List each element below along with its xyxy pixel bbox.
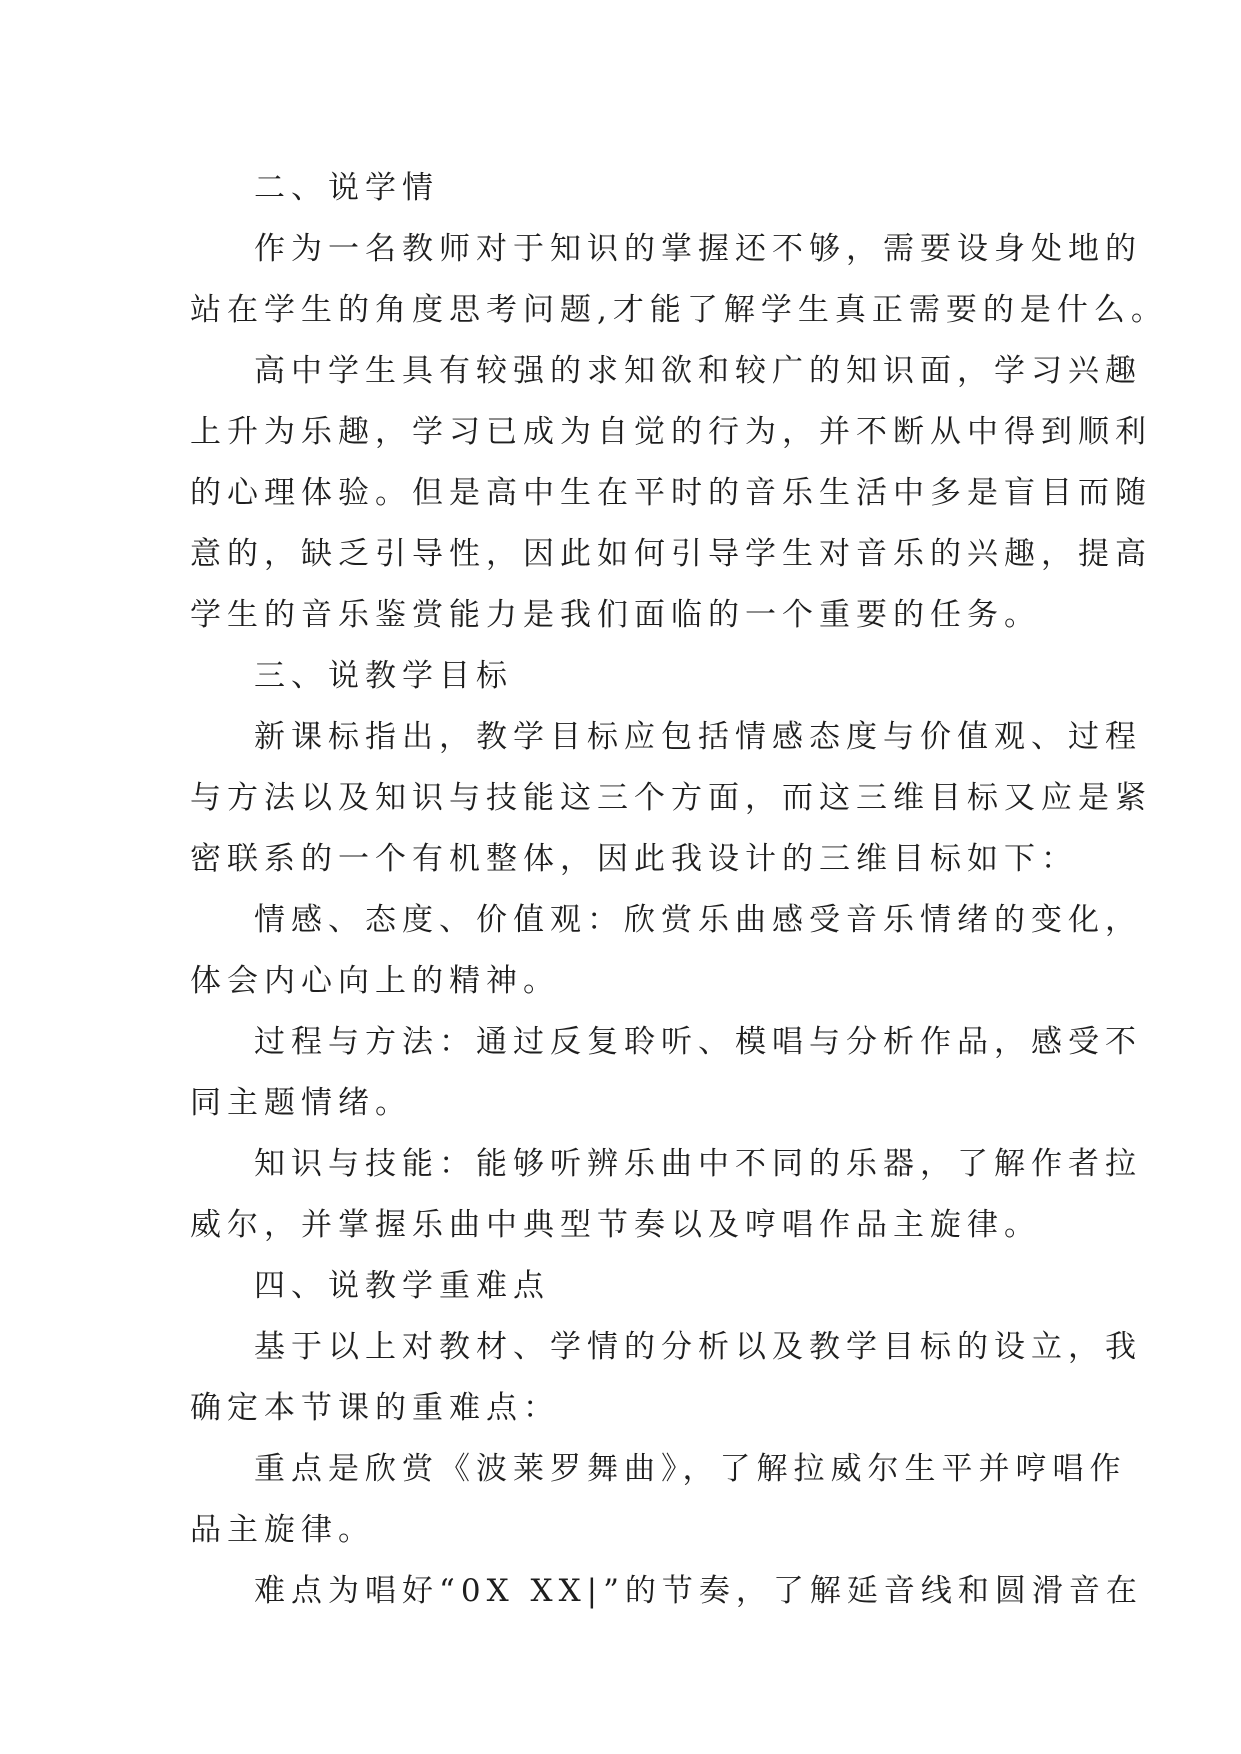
paragraph-line: 情感、态度、价值观：欣赏乐曲感受音乐情绪的变化， [254, 902, 1142, 938]
paragraph-line: 难点为唱好“0X XX|”的节奏，了解延音线和圆滑音在 [254, 1573, 1143, 1609]
paragraph-line: 重点是欣赏《波莱罗舞曲》，了解拉威尔生平并哼唱作 [254, 1451, 1127, 1487]
paragraph-line: 的心理体验。但是高中生在平时的音乐生活中多是盲目而随 [190, 475, 1152, 511]
document-body [190, 158, 1168, 1622]
paragraph-line: 知识与技能：能够听辨乐曲中不同的乐器，了解作者拉 [254, 1146, 1142, 1182]
paragraph-line: 高中学生具有较强的求知欲和较广的知识面，学习兴趣 [254, 353, 1142, 389]
paragraph-line: 站在学生的角度思考问题,才能了解学生真正需要的是什么。 [190, 292, 1168, 328]
paragraph-line: 密联系的一个有机整体，因此我设计的三维目标如下： [190, 841, 1078, 877]
paragraph-line: 与方法以及知识与技能这三个方面，而这三维目标又应是紧 [190, 780, 1152, 816]
paragraph-line: 同主题情绪。 [190, 1085, 412, 1121]
section-heading: 二、说学情 [254, 170, 439, 206]
paragraph-line: 确定本节课的重难点： [190, 1390, 560, 1426]
paragraph-line: 新课标指出，教学目标应包括情感态度与价值观、过程 [254, 719, 1142, 755]
section-heading: 三、说教学目标 [254, 658, 513, 694]
paragraph-line: 威尔，并掌握乐曲中典型节奏以及哼唱作品主旋律。 [190, 1207, 1041, 1243]
paragraph-line: 学生的音乐鉴赏能力是我们面临的一个重要的任务。 [190, 597, 1041, 633]
paragraph-line: 品主旋律。 [190, 1512, 375, 1548]
paragraph-line: 过程与方法：通过反复聆听、模唱与分析作品，感受不 [254, 1024, 1142, 1060]
paragraph-line: 作为一名教师对于知识的掌握还不够，需要设身处地的 [254, 231, 1142, 267]
paragraph-line: 体会内心向上的精神。 [190, 963, 560, 999]
section-heading: 四、说教学重难点 [254, 1268, 550, 1304]
paragraph-line: 上升为乐趣，学习已成为自觉的行为，并不断从中得到顺利 [190, 414, 1152, 450]
paragraph-line: 基于以上对教材、学情的分析以及教学目标的设立，我 [254, 1329, 1142, 1365]
paragraph-line: 意的，缺乏引导性，因此如何引导学生对音乐的兴趣，提高 [190, 536, 1152, 572]
